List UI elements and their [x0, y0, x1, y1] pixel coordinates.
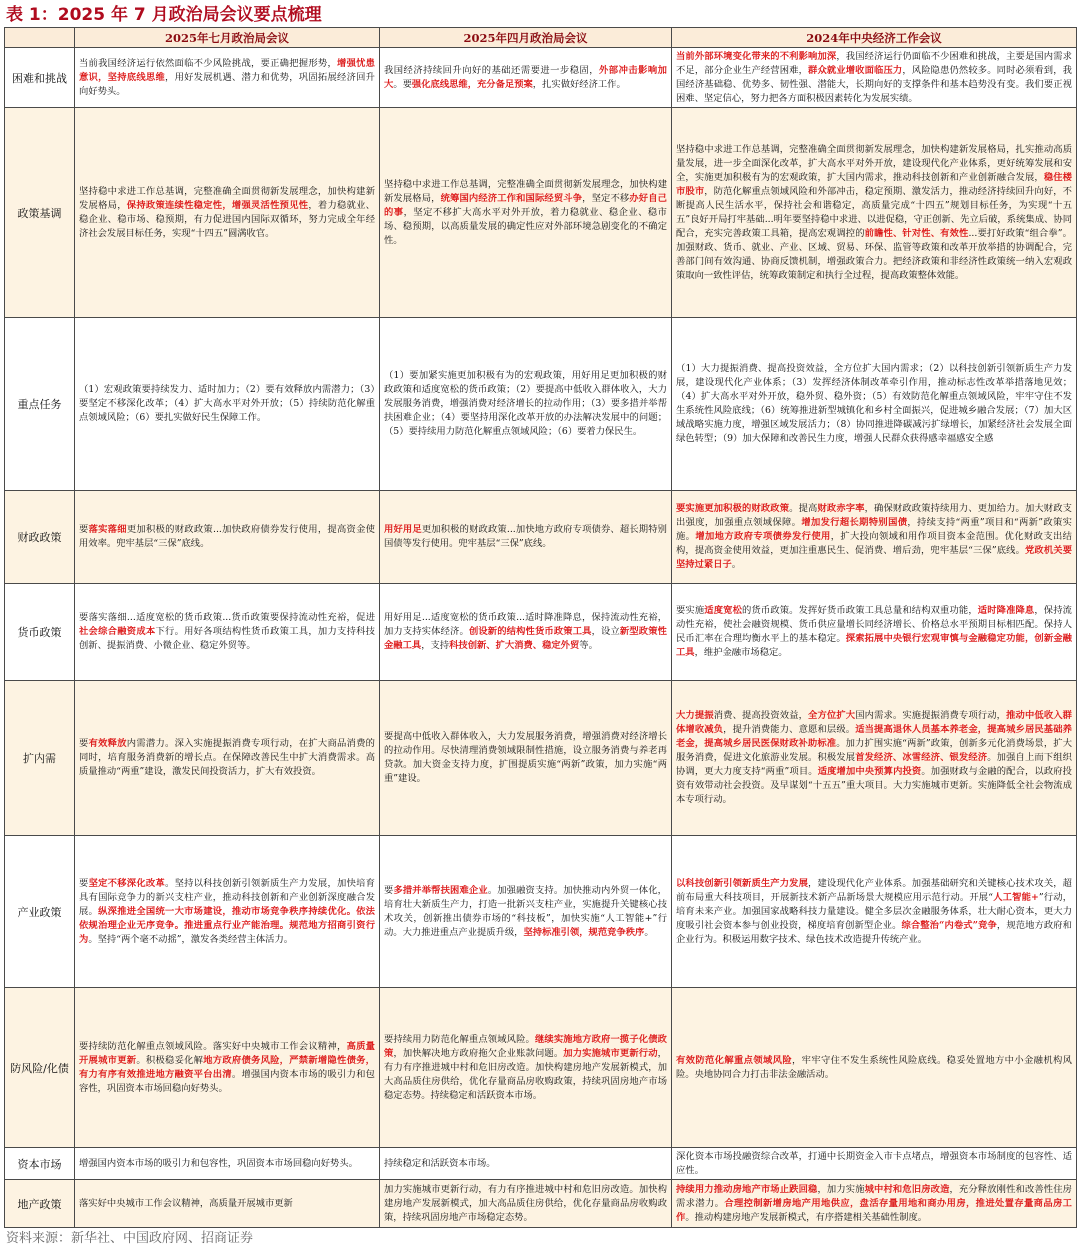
table-cell: [380, 1180, 672, 1228]
cell-text: 落实好中央城市工作会议精神，高质量开展城市更新: [79, 1197, 293, 1209]
table-cell: [75, 988, 380, 1148]
highlight-text: 增强忧患意识，坚持底线思维: [79, 57, 375, 83]
table-cell: [75, 1148, 380, 1180]
cell-text: ，有力有序推进城中村和危旧房改造。加快构建房地产发展新模式，加大高品质住房供给，优化存量商品房收购政策，持续巩固房地产市场稳定态势。持续稳定和活跃资本市场。: [384, 1047, 667, 1101]
table-cell: [380, 836, 672, 988]
cell-text: 更加积极的财政政策...加快政府债券发行使用，提高资金使用效率。兜牢基层“三保”底线。: [79, 524, 375, 549]
header-row: [5, 28, 1077, 48]
highlight-text: 推动中低收入群体增收减负: [676, 710, 1072, 735]
row-category: 扩内需: [5, 681, 75, 836]
highlight-text: 稳住楼市股市: [676, 171, 1072, 197]
cell-text: 用好用足...适度宽松的货币政策...适时降准降息，保持流动性充裕，加力支持实体经济。: [384, 612, 667, 637]
table-cell: [75, 318, 380, 491]
header-cewc-2024: 2024年中央经济工作会议: [672, 28, 1077, 48]
row-category: 政策基调: [5, 108, 75, 318]
row-category: 货币政策: [5, 584, 75, 681]
cell-text: 要: [79, 738, 89, 749]
highlight-text: 综合整治“内卷式”竞争: [901, 919, 997, 931]
highlight-text: 增加地方政府专项债券发行使用: [695, 531, 831, 542]
cell-text: ，提升消费能力、意愿和层级。: [723, 724, 856, 735]
cell-text: ，加快解决地方政府拖欠企业账款问题。: [393, 1047, 564, 1059]
policy-comparison-table: [4, 27, 1077, 1228]
highlight-text: 首发经济、冰雪经济、银发经济: [855, 752, 988, 763]
cell-text: ，扩大投向领域和用作项目资本金范围。优化财政支出结构，提高资金使用效益，更加注重惠民生、促消费、增后劲，兜牢基层“三保”底线。: [676, 531, 1072, 556]
cell-text: ，支持: [421, 640, 450, 651]
table-cell: [380, 988, 672, 1148]
table-title: 表 1：2025 年 7 月政治局会议要点梳理: [6, 5, 322, 25]
highlight-text: 统筹国内经济工作和国际经贸斗争: [440, 192, 583, 204]
table-cell: [75, 681, 380, 836]
highlight-text: 群众就业增收面临压力: [808, 64, 903, 76]
highlight-text: 加力实施城市更新行动: [563, 1047, 658, 1059]
cell-text: ，建设现代化产业体系。加强基础研究和关键核心技术攻关，超前布局重大科技项目，开展新技术新产品新场景大规模应用示范行动。开展“: [676, 877, 1072, 903]
row-category: 产业政策: [5, 836, 75, 988]
highlight-text: 科技创新、扩大消费、稳定外贸: [449, 640, 580, 651]
highlight-text: 持续用力推动房地产市场止跌回稳: [676, 1183, 818, 1195]
highlight-text: 新型政策性金融工具: [384, 626, 667, 651]
cell-text: 深化资本市场投融资综合改革，打通中长期资金入市卡点堵点，增强资本市场制度的包容性、适应性。: [676, 1150, 1072, 1176]
table-cell: [75, 108, 380, 318]
cell-text: ，着力稳就业、稳企业、稳市场、稳预期，有力促进国内国际双循环，努力完成全年经济社会发展目标任务，实现“十四五”圆满收官。: [79, 199, 375, 239]
table-row: [5, 584, 1077, 681]
cell-text: 要: [79, 877, 89, 889]
table-cell: [75, 836, 380, 988]
cell-text: ，坚定不移扩大高水平对外开放，着力稳就业、稳企业、稳市场、稳预期，以高质量发展的确定性应对外部环境急剧变化的不确定性。: [384, 206, 667, 246]
cell-text: 我国经济持续回升向好的基础还需要进一步稳固，: [384, 64, 600, 76]
cell-text: 。要: [393, 78, 412, 90]
table-cell: [380, 491, 672, 584]
highlight-text: 外部冲击影响加大: [384, 64, 667, 90]
cell-text: （1）要加紧实施更加积极有为的宏观政策，用好用足更加积极的财政政策和适度宽松的货币政策；（2）要提高中低收入群体收入，大力发展服务消费，增强消费对经济增长的拉动作用；（3）要多措并举帮扶困难企业；（4）要坚持用深化改革开放的办法解决发展中的问题；（5）要持续用力防范化解重点领域风险；（6）要着力保民生。: [384, 370, 667, 437]
cell-text: 持续稳定和活跃资本市场。: [384, 1157, 496, 1169]
cell-text: 坚持稳中求进工作总基调，完整准确全面贯彻新发展理念，加快构建新发展格局，: [384, 178, 667, 204]
cell-text: ，用好发展机遇、潜力和优势，巩固拓展经济回升向好势头。: [79, 71, 375, 97]
table-cell: [672, 584, 1077, 681]
table-cell: [672, 681, 1077, 836]
cell-text: 。加强融资支持。加快推动内外贸一体化，培育壮大新质生产力，打造一批新兴支柱产业，实施提升关键核心技术攻关，创新推出债券市场的“科技板”，加快实施“人工智能+”行动。大力推进重点产业提质升级，: [384, 884, 667, 938]
source-note: 资料来源：新华社、中国政府网、招商证券: [6, 1231, 254, 1246]
cell-text: ”行动，培育未来产业。加强国家战略科技力量建设。健全多层次金融服务体系，壮大耐心资本，更大力度吸引社会资本参与创业投资，梯度培育创新型企业。: [676, 891, 1072, 931]
cell-text: 。加强财政与金融的配合，以政府投资有效带动社会投资。及早谋划“十五五”重大项目。大力实施城市更新。实施降低全社会物流成本专项行动。: [676, 766, 1072, 805]
cell-text: 。坚持以科技创新引领新质生产力发展，加快培育具有国际竞争力的新兴支柱产业，推动科技创新和产业创新深度融合发展。: [79, 877, 375, 917]
policy-table-container: [4, 27, 1076, 1228]
cell-text: ，保持流动性充裕，使社会融资规模、货币供应量增长同经济增长、价格总水平预期目标相匹配。保持人民币汇率在合理均衡水平上的基本稳定。: [676, 605, 1072, 644]
cell-text: 。推动构建房地产发展新模式，有序搭建相关基础性制度。: [685, 1211, 928, 1223]
highlight-text: 适度宽松: [704, 605, 743, 616]
table-row: [5, 108, 1077, 318]
cell-text: ，风险隐患仍然较多。同时必须看到，我国经济基础稳、优势多、韧性强、潜能大，长期向好的支撑条件和基本趋势没有变。我们要正视困难、坚定信心，努力把各方面积极因素转化为发展实绩。: [676, 64, 1072, 104]
highlight-text: 前瞻性、针对性、有效性: [864, 227, 969, 239]
cell-text: 当前我国经济运行依然面临不少风险挑战，要正确把握形势，: [79, 57, 338, 69]
cell-text: ，我国经济运行仍面临不少困难和挑战，主要是国内需求不足，部分企业生产经营困难，: [676, 50, 1072, 76]
table-cell: [380, 48, 672, 108]
cell-text: 要实施: [676, 605, 705, 616]
table-cell: [672, 1148, 1077, 1180]
cell-text: ，加力实施: [817, 1183, 865, 1195]
cell-text: 。坚持“两个毫不动摇”，激发各类经营主体活力。: [88, 933, 294, 945]
row-category: 重点任务: [5, 318, 75, 491]
cell-text: 。积极稳妥化解: [136, 1054, 204, 1066]
table-row: [5, 48, 1077, 108]
cell-text: ，确保财政政策持续用力、更加给力。加大财政支出强度，加强重点领域保障。: [676, 503, 1072, 528]
highlight-text: 创设新的结构性货币政策工具: [468, 626, 592, 637]
highlight-text: 适当提高退休人员基本养老金，提高城乡居民基础养老金，提高城乡居民医保财政补助标准: [676, 724, 1072, 749]
table-cell: [75, 48, 380, 108]
row-category: 财政政策: [5, 491, 75, 584]
cell-text: 要落实落细...适度宽松的货币政策...货币政策要保持流动性充裕，促进: [79, 612, 375, 623]
cell-text: （1）大力提振消费、提高投资效益，全方位扩大国内需求；（2）以科技创新引领新质生产力发展，建设现代化产业体系；（3）发挥经济体制改革牵引作用，推动标志性改革举措落地见效；（4）扩大高水平对外开放，稳外贸、稳外资；（5）有效防范化解重点领域风险，牢牢守住不发生系统性风险底线；（6）统筹推进新型城镇化和乡村全面振兴，促进城乡融合发展；（7）加大区域战略实施力度，增强区域发展活力；（8）协同推进降碳减污扩绿增长，加紧经济社会发展全面绿色转型；（9）加大保障和改善民生力度，增强人民群众获得感幸福感安全感: [676, 363, 1072, 444]
cell-text: 要持续用力防范化解重点领域风险。: [384, 1033, 535, 1045]
cell-text: 要: [79, 524, 89, 535]
table-cell: [672, 491, 1077, 584]
cell-text: ，维护金融市场稳定。: [694, 647, 788, 658]
highlight-text: 要实施更加积极的财政政策: [676, 503, 790, 514]
cell-text: 。加强自上而下组织协调，更大力度支持“两重”项目。: [676, 752, 1072, 777]
cell-text: ，持续支持“两重”项目和“两新”政策实施。: [676, 517, 1072, 542]
highlight-text: 增加发行超长期特别国债: [801, 517, 908, 528]
table-cell: [672, 108, 1077, 318]
highlight-text: 地方政府债务风险，严禁新增隐性债务，有力有序有效推进地方融资平台出清: [79, 1054, 375, 1080]
table-cell: [380, 584, 672, 681]
highlight-text: 高质量开展城市更新: [79, 1040, 375, 1066]
highlight-text: 合理控制新增房地产用地供应，盘活存量用地和商办用房，推进处置存量商品房工作: [676, 1197, 1072, 1223]
table-cell: [672, 1180, 1077, 1228]
row-category: 地产政策: [5, 1180, 75, 1228]
highlight-text: 适时降准降息: [977, 605, 1035, 616]
highlight-text: 坚定不移深化改革: [88, 877, 166, 889]
highlight-text: 党政机关要坚持过紧日子: [676, 545, 1072, 570]
table-row: [5, 988, 1077, 1148]
table-row: [5, 681, 1077, 836]
highlight-text: 有效防范化解重点领域风险: [676, 1054, 793, 1066]
cell-text: 国内需求。实施提振消费专项行动，: [855, 710, 1007, 721]
row-category: 困难和挑战: [5, 48, 75, 108]
table-cell: [380, 318, 672, 491]
cell-text: 等。: [579, 640, 598, 651]
cell-text: ，扎实做好经济工作。: [532, 78, 626, 90]
cell-text: 坚持稳中求进工作总基调，完整准确全面贯彻新发展理念，加快构建新发展格局，扎实推动高质量发展，进一步全面深化改革，扩大高水平对外开放，建设现代化产业体系，更好统筹发展和安全，实施更加积极有为的宏观政策，扩大国内需求，推动科技创新和产业创新融合发展，: [676, 143, 1072, 183]
highlight-text: 城中村和危旧房改造: [864, 1183, 950, 1195]
header-july-2025: 2025年七月政治局会议: [75, 28, 380, 48]
cell-text: ，坚定不移: [582, 192, 630, 204]
table-row: [5, 1180, 1077, 1228]
table-cell: [672, 318, 1077, 491]
highlight-text: 以科技创新引领新质生产力发展: [676, 877, 809, 889]
table-cell: [672, 48, 1077, 108]
cell-text: 增强国内资本市场的吸引力和包容性，巩固资本市场回稳向好势头。: [79, 1157, 358, 1169]
highlight-text: 适度增加中央预算内投资: [817, 766, 922, 777]
highlight-text: 坚持标准引领，规范竞争秩序: [523, 926, 645, 938]
highlight-text: 落实落细: [88, 524, 127, 535]
highlight-text: 继续实施地方政府一揽子化债政策: [384, 1033, 667, 1059]
table-row: [5, 491, 1077, 584]
header-april-2025: 2025年四月政治局会议: [380, 28, 672, 48]
cell-text: ，牢牢守住不发生系统性风险底线。稳妥处置地方中小金融机构风险。央地协同合力打击非法金融活动。: [676, 1054, 1072, 1080]
cell-text: ，防范化解重点领域风险和外部冲击，稳定预期、激发活力，推动经济持续回升向好，不断提高人民生活水平，保持社会和谐稳定，高质量完成“十四五”规划目标任务，为实现“十五五”良好开局打牢基础...明年要坚持稳中求进、以进促稳，守正创新、先立后破，系统集成、协同配合，充实完善政策工具箱，提高宏观调控的: [676, 185, 1072, 239]
cell-text: 消费、提高投资效益，: [713, 710, 809, 721]
highlight-text: 有效释放: [88, 738, 127, 749]
highlight-text: 探索拓展中央银行宏观审慎与金融稳定功能，创新金融工具: [676, 633, 1072, 658]
table-cell: [75, 491, 380, 584]
table-row: [5, 1148, 1077, 1180]
highlight-text: 多措并举帮扶困难企业: [393, 884, 488, 896]
header-category: [5, 28, 75, 48]
cell-text: 更加积极的财政政策...加快地方政府专项债券、超长期特别国债等发行使用。兜牢基层“三保”底线。: [384, 524, 667, 549]
cell-text: ，设立: [591, 626, 620, 637]
table-cell: [380, 1148, 672, 1180]
cell-text: ...要打好政策“组合拳”。加强财政、货币、就业、产业、区域、贸易、环保、监管等政策和改革开放举措的协调配合，完善部门间有效沟通、协商反馈机制，增强政策合力。把经济政策和非经济性政策统一纳入宏观政策取向一致性评估，统筹政策制定和执行全过程，提高政策整体效能。: [676, 227, 1072, 281]
highlight-text: 财政赤字率: [817, 503, 865, 514]
highlight-text: 纵深推进全国统一大市场建设，推动市场竞争秩序持续优化。依法依规治理企业无序竞争。推进重点行业产能治理。规范地方招商引资行为: [79, 905, 375, 945]
highlight-text: 全方位扩大: [808, 710, 856, 721]
highlight-text: 用好用足: [384, 524, 422, 535]
cell-text: 。: [644, 926, 654, 938]
table-row: [5, 836, 1077, 988]
table-cell: [75, 584, 380, 681]
cell-text: 内需潜力。深入实施提振消费专项行动，在扩大商品消费的同时，培育服务消费新的增长点。在保障改善民生中扩大消费需求。高质量推动“两重”建设，激发民间投资活力，扩大有效投资。: [79, 738, 375, 777]
cell-text: 。: [731, 559, 742, 570]
table-cell: [672, 988, 1077, 1148]
cell-text: 要: [384, 884, 394, 896]
cell-text: 坚持稳中求进工作总基调，完整准确全面贯彻新发展理念，加快构建新发展格局，: [79, 185, 375, 211]
table-cell: [75, 1180, 380, 1228]
highlight-text: 人工智能+: [993, 891, 1039, 903]
table-cell: [380, 681, 672, 836]
cell-text: ，充分释放刚性和改善性住房需求潜力。: [676, 1183, 1072, 1209]
highlight-text: 大力提振: [676, 710, 714, 721]
row-category: 资本市场: [5, 1148, 75, 1180]
cell-text: 加力实施城市更新行动，有力有序推进城中村和危旧房改造。加快构建房地产发展新模式，加大高品质住房供给，优化存量商品房收购政策，持续巩固房地产市场稳定态势。: [384, 1183, 667, 1223]
cell-text: 。提高: [789, 503, 818, 514]
table-body: [5, 48, 1077, 1228]
highlight-text: 社会综合融资成本: [79, 626, 156, 637]
highlight-text: 强化底线思维，充分备足预案: [411, 78, 533, 90]
cell-text: 要持续防范化解重点领域风险。落实好中央城市工作会议精神，: [79, 1040, 347, 1052]
cell-text: 要提高中低收入群体收入，大力发展服务消费，增强消费对经济增长的拉动作用。尽快清理消费领域限制性措施，设立服务消费与养老再贷款。加大资金支持力度，扩围提质实施“两新”政策，加力实施“两重”建设。: [384, 731, 667, 784]
highlight-text: 保持政策连续性稳定性，增强灵活性预见性: [126, 199, 309, 211]
table-row: [5, 318, 1077, 491]
cell-text: 下行。用好各项结构性货币政策工具，加力支持科技创新、提振消费、小微企业、稳定外贸等。: [79, 626, 375, 651]
cell-text: 。加力扩围实施“两新”政策，创新多元化消费场景，扩大服务消费，促进文化旅游业发展。积极发展: [676, 738, 1072, 763]
cell-text: 的货币政策。发挥好货币政策工具总量和结构双重功能，: [742, 605, 978, 616]
cell-text: 。增强国内资本市场的吸引力和包容性，巩固资本市场回稳向好势头。: [79, 1068, 375, 1094]
cell-text: （1）宏观政策要持续发力、适时加力；（2）要有效释放内需潜力；（3）要坚定不移深化改革；（4）扩大高水平对外开放；（5）持续防范化解重点领域风险；（6）要扎实做好民生保障工作。: [79, 384, 375, 423]
table-cell: [672, 836, 1077, 988]
highlight-text: 当前外部环境变化带来的不利影响加深: [676, 50, 837, 62]
row-category: 防风险/化债: [5, 988, 75, 1148]
table-cell: [380, 108, 672, 318]
highlight-text: 办好自己的事: [384, 192, 667, 218]
cell-text: ，规范地方政府和企业行为。积极运用数字技术、绿色技术改造提升传统产业。: [676, 919, 1072, 945]
